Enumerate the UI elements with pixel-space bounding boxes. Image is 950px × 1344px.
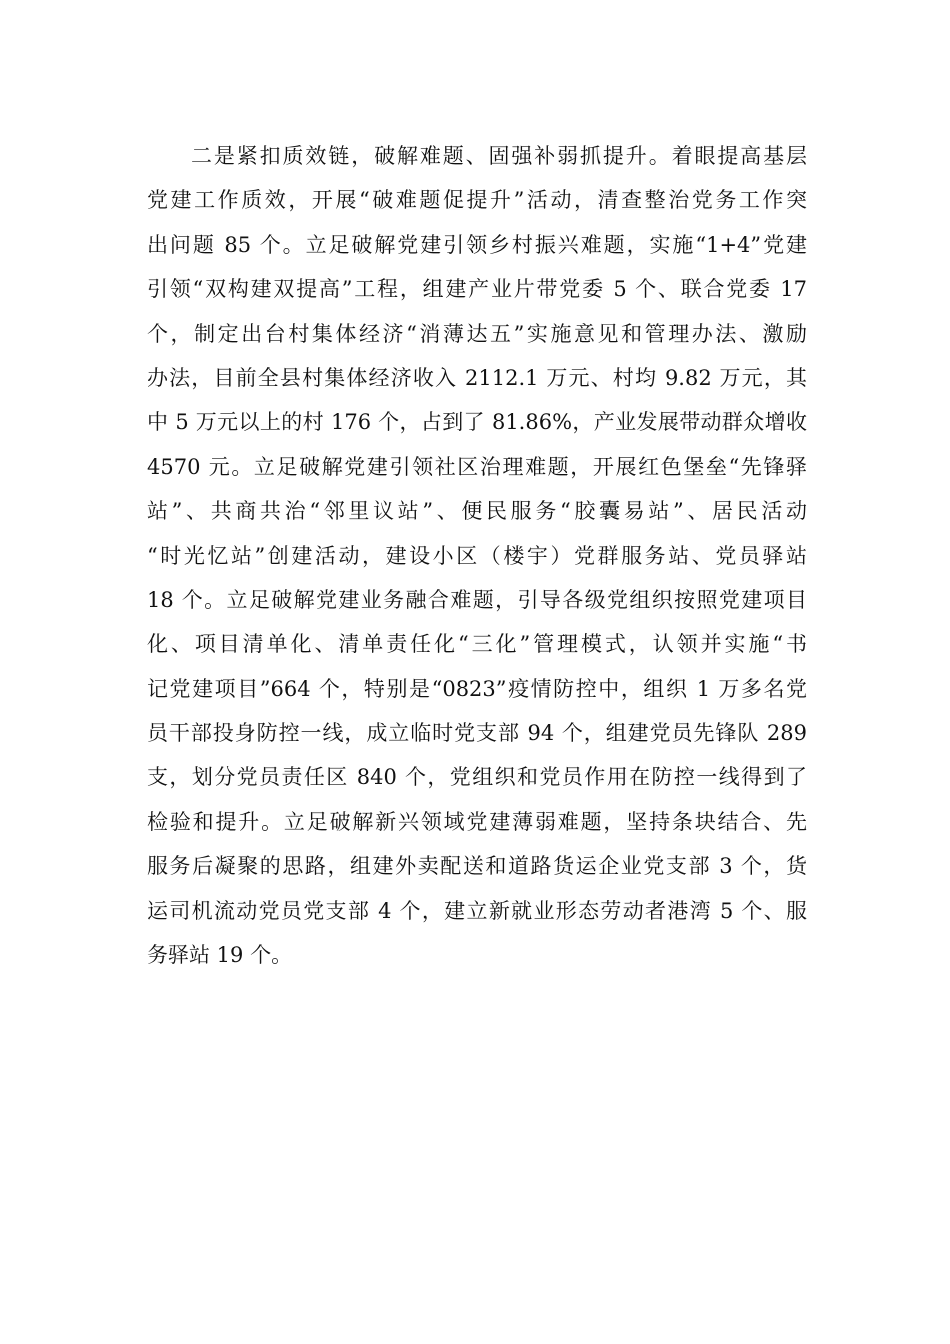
paragraph-line: 二是紧扣质效链，破解难题、固强补弱抓提升。着眼提高基层 [191, 144, 807, 168]
paragraph-line: 中 5 万元以上的村 176 个，占到了 81.86%，产业发展带动群众增收 [147, 410, 807, 435]
paragraph-line: 个，制定出台村集体经济“消薄达五”实施意见和管理办法、激励 [147, 321, 807, 346]
body-paragraph [147, 134, 807, 977]
paragraph-line: 支，划分党员责任区 840 个，党组织和党员作用在防控一线得到了 [147, 765, 807, 790]
paragraph-line: 化、项目清单化、清单责任化“三化”管理模式，认领并实施“书 [147, 632, 807, 657]
paragraph-line: 服务后凝聚的思路，组建外卖配送和道路货运企业党支部 3 个，货 [147, 854, 807, 879]
paragraph-line: 4570 元。立足破解党建引领社区治理难题，开展红色堡垒“先锋驿 [147, 454, 807, 479]
paragraph-line: 务驿站 19 个。 [147, 943, 293, 968]
paragraph-line: 运司机流动党员党支部 4 个，建立新就业形态劳动者港湾 5 个、服 [147, 898, 807, 923]
paragraph-line: 记党建项目”664 个，特别是“0823”疫情防控中，组织 1 万多名党 [147, 676, 807, 701]
paragraph-line: 出问题 85 个。立足破解党建引领乡村振兴难题，实施“1+4”党建 [147, 232, 807, 257]
paragraph-line: 引领“双构建双提高”工程，组建产业片带党委 5 个、联合党委 17 [147, 277, 807, 302]
paragraph-line: 站”、共商共治“邻里议站”、便民服务“胶囊易站”、居民活动 [147, 499, 807, 524]
paragraph-line: 18 个。立足破解党建业务融合难题，引导各级党组织按照党建项目 [147, 587, 807, 612]
paragraph-line: “时光忆站”创建活动，建设小区（楼宇）党群服务站、党员驿站 [147, 543, 807, 568]
paragraph-line: 办法，目前全县村集体经济收入 2112.1 万元、村均 9.82 万元，其 [147, 365, 807, 390]
paragraph-line: 检验和提升。立足破解新兴领域党建薄弱难题，坚持条块结合、先 [147, 809, 807, 834]
paragraph-line: 员干部投身防控一线，成立临时党支部 94 个，组建党员先锋队 289 [147, 721, 807, 746]
paragraph-line: 党建工作质效，开展“破难题促提升”活动，清查整治党务工作突 [147, 188, 807, 213]
